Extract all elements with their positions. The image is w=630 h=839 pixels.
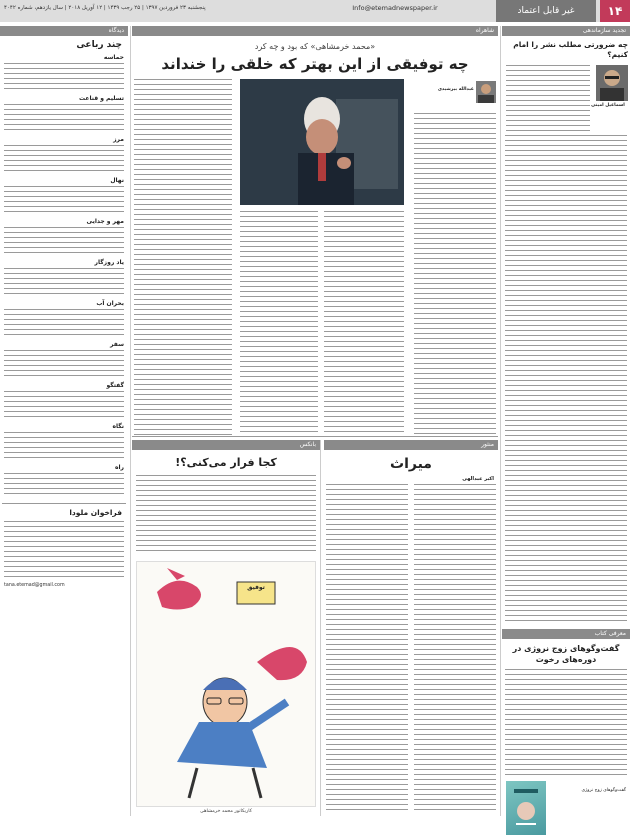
subhead-6: یاد روزگار <box>94 259 124 266</box>
verse-5 <box>4 227 124 255</box>
article-col-2 <box>324 211 404 437</box>
byline-portrait-icon <box>476 81 496 103</box>
verse-10 <box>4 432 124 460</box>
subhead-9: گفتگو <box>106 382 124 389</box>
left-headline: چند رباعی <box>76 40 122 50</box>
byline-name: عبدالله بیرشیدی <box>437 87 474 92</box>
subhead-1: حماسه <box>103 54 124 61</box>
mirath-section-label: منثور <box>324 440 498 450</box>
subhead-8: سفر <box>110 341 124 348</box>
divider-right <box>500 26 501 816</box>
date-line: پنجشنبه ۲۳ فروردین ۱۳۹۷ | ۲۵ رجب ۱۴۳۹ | ۱۲ آوریل ۲۰۱۸ | سال یازدهم، شماره ۴۰۴۲ <box>4 5 206 11</box>
subhead-2: تسلیم و قناعت <box>79 95 124 102</box>
cartoon-caption: کاریکاتور محمد خرمشاهی <box>199 809 253 814</box>
main-photo <box>240 79 404 205</box>
cartoon-drawing-icon <box>137 562 315 806</box>
cartoon-box-label: توفیق <box>247 584 265 591</box>
right-intro-text <box>506 65 590 131</box>
cartoon-title: کجا فرار می‌کنی؟! <box>175 456 277 469</box>
center-section-label: شاهراه <box>132 26 498 36</box>
portrait-icon <box>596 65 628 101</box>
left-column <box>0 26 128 820</box>
subhead-4: نهال <box>110 177 124 184</box>
photo-person-icon <box>240 79 404 205</box>
subhead-7: بحران آب <box>96 300 124 307</box>
subhead-5: مهر و جدایی <box>86 218 124 225</box>
verse-2 <box>4 104 124 132</box>
article-kicker: «محمد خرمشاهی» که بود و چه کرد <box>254 42 376 51</box>
page-number: ۱۴ <box>600 0 630 22</box>
subhead-11: راه <box>114 464 124 471</box>
book-icon <box>506 781 546 835</box>
section-title: غیر قابل اعتماد <box>496 0 596 22</box>
page-header <box>0 0 630 22</box>
divider-left <box>130 26 131 816</box>
verse-6 <box>4 268 124 296</box>
left-bottom-headline: فراخوان ملودا <box>69 508 122 517</box>
subhead-10: نگاه <box>112 423 124 430</box>
subhead-3: مرز <box>113 136 124 143</box>
verse-9 <box>4 391 124 419</box>
contact-email[interactable]: tana.etemad@gmail.com <box>4 583 65 588</box>
divider-center-bottom <box>320 440 321 816</box>
left-subheads <box>0 54 128 497</box>
right-body-text <box>505 135 627 625</box>
right-section-label: تجدید سازماندهی <box>502 26 630 36</box>
cartoon-intro-text <box>136 475 316 555</box>
book-caption: گفت‌وگوهای زوج نروژی <box>581 788 626 793</box>
byline-block <box>434 81 496 111</box>
divider-horizontal <box>132 436 498 437</box>
book-headline: گفت‌وگوهای زوج نروژی در دوره‌های رخوت <box>512 644 620 664</box>
article-headline: چه توفیقی از این بهتر که خلقی را خنداند <box>161 55 469 73</box>
left-bottom-text <box>4 521 124 581</box>
article-col-1 <box>414 113 496 437</box>
cartoon-section-label: بانکس <box>132 440 320 450</box>
mirath-article <box>324 440 498 820</box>
verse-1 <box>4 63 124 91</box>
verse-4 <box>4 186 124 214</box>
article-col-4 <box>134 79 232 437</box>
author-photo <box>596 65 628 101</box>
author-name: اسماعیل امینی <box>591 103 625 108</box>
book-cover-image <box>506 781 546 835</box>
mirath-author: اکبر عبدالهی <box>462 476 494 482</box>
book-section-label: معرفی کتاب <box>502 629 630 639</box>
book-body-text <box>505 669 627 779</box>
cartoon-article <box>132 440 320 820</box>
verse-3 <box>4 145 124 173</box>
verse-7 <box>4 309 124 337</box>
article-col-3 <box>240 211 318 437</box>
mirath-col-2 <box>326 484 408 814</box>
cartoon-image <box>136 561 316 807</box>
verse-11 <box>4 473 124 497</box>
right-headline: چه ضرورتی مطلب نشر را امام کنیم؟ <box>513 40 628 59</box>
mirath-headline: میراث <box>390 456 432 472</box>
center-top-article <box>132 26 498 436</box>
mirath-col-1 <box>414 484 496 814</box>
left-section-label: دیدگاه <box>0 26 128 36</box>
byline-photo <box>476 81 496 103</box>
website-email[interactable]: Info@etemadnewspaper.ir <box>352 4 438 12</box>
right-column <box>502 26 630 820</box>
verse-8 <box>4 350 124 378</box>
